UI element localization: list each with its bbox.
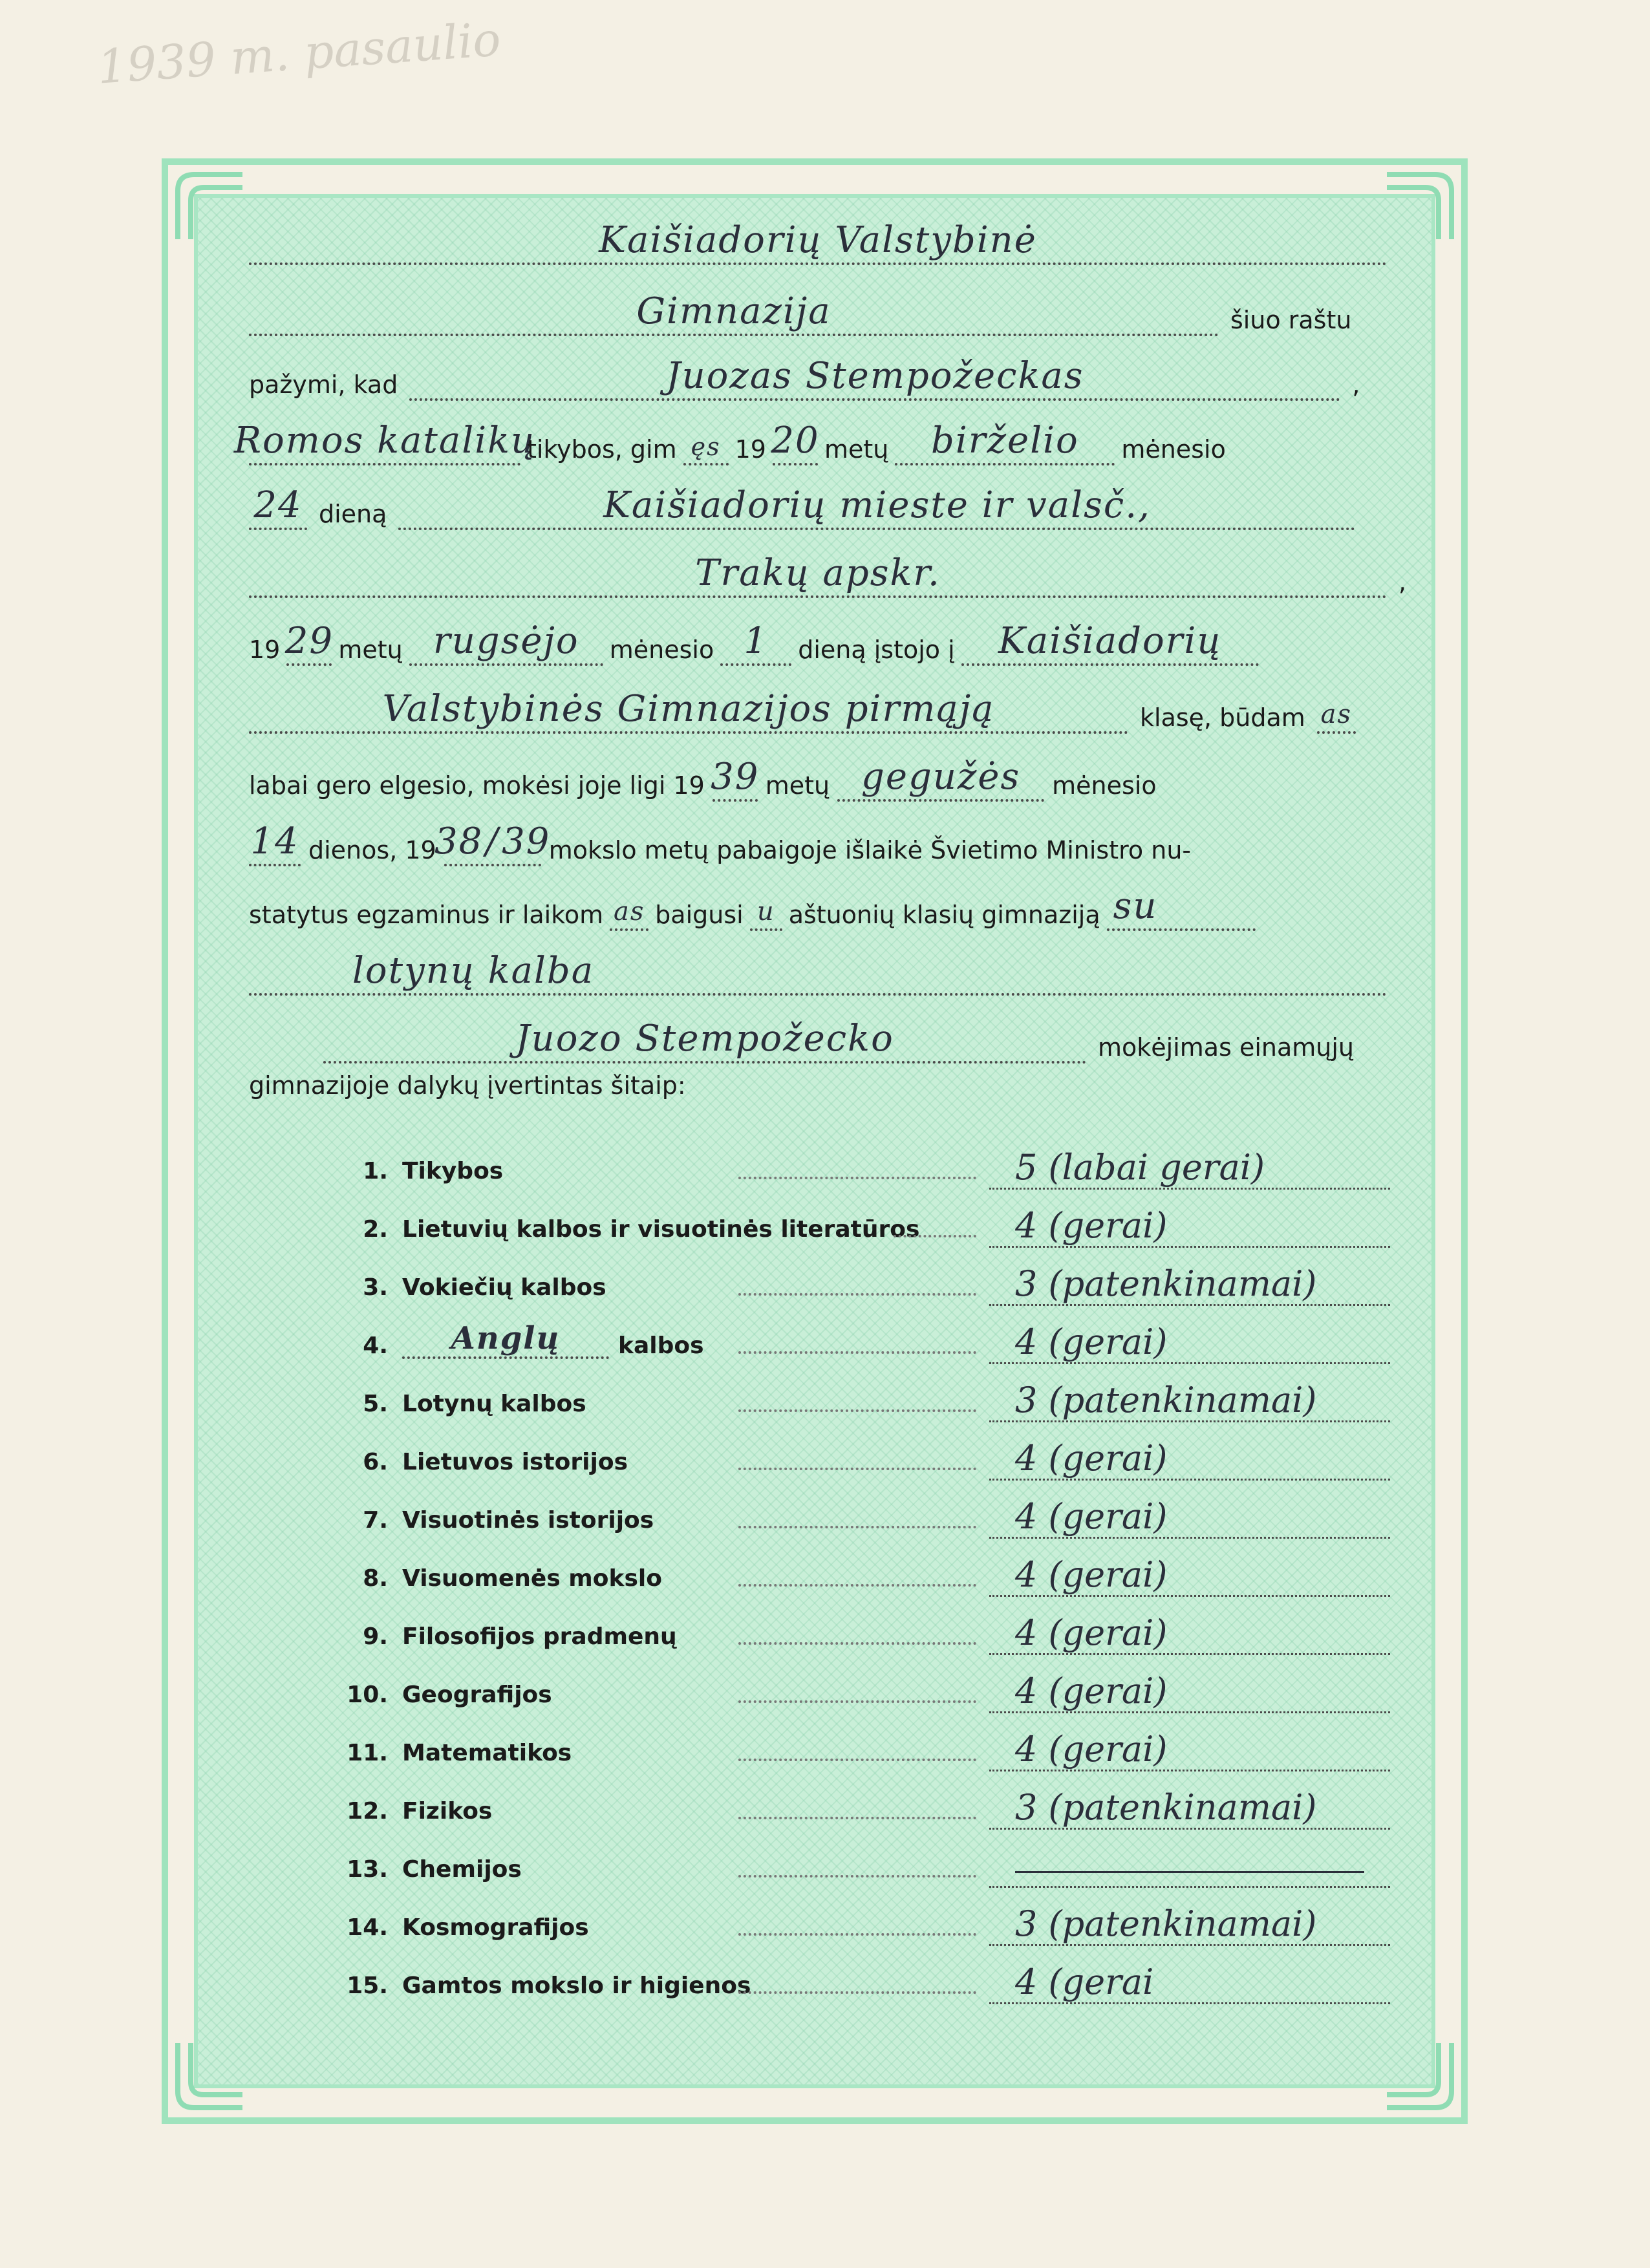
grade-value: 3 (patenkinamai) bbox=[989, 1256, 1390, 1306]
grade-row bbox=[343, 1545, 1390, 1597]
corner-ornament-icon bbox=[1384, 2040, 1455, 2111]
grade-value: 4 (gerai) bbox=[989, 1430, 1390, 1481]
label-siuo-rastu: šiuo raštu bbox=[1230, 306, 1352, 334]
grade-number: 12. bbox=[347, 1798, 388, 1824]
grade-row bbox=[343, 1312, 1390, 1364]
label-metu: metų bbox=[765, 771, 830, 800]
grade-value: 4 (gerai) bbox=[989, 1197, 1390, 1248]
student-name-line bbox=[249, 356, 1360, 401]
dotted-leader bbox=[738, 1584, 976, 1587]
graduation-line bbox=[249, 886, 1256, 931]
label-menesio: mėnesio bbox=[1052, 771, 1157, 800]
label-pazymi: pažymi, kad bbox=[249, 370, 398, 399]
grade-number: 10. bbox=[347, 1682, 388, 1708]
enroll-school-a: Kaišiadorių bbox=[961, 621, 1259, 666]
budamas-suffix: as bbox=[1317, 689, 1356, 734]
dotted-leader bbox=[738, 1642, 976, 1645]
label-gimnazija: aštuonių klasių gimnaziją bbox=[788, 901, 1100, 929]
student-name: Juozas Stempožeckas bbox=[409, 356, 1340, 401]
label-baigusi: baigusi bbox=[655, 901, 744, 929]
grade-row bbox=[343, 1196, 1390, 1248]
grade-row bbox=[343, 1836, 1390, 1888]
grade-row bbox=[343, 1487, 1390, 1539]
grade-number: 13. bbox=[347, 1856, 388, 1883]
school-year-sep: / bbox=[486, 820, 500, 862]
grade-row bbox=[343, 1662, 1390, 1713]
subject-name: Visuomenės mokslo bbox=[402, 1565, 662, 1592]
conduct-line bbox=[249, 756, 1157, 802]
grade-number: 3. bbox=[363, 1274, 388, 1301]
grade-number: 6. bbox=[363, 1449, 388, 1475]
label-mokejimas: mokėjimas einamųjų bbox=[1098, 1033, 1354, 1062]
leave-day: 14 bbox=[249, 821, 301, 866]
subject-suffix: kalbos bbox=[618, 1332, 704, 1359]
laikomas-suffix: as bbox=[610, 886, 648, 931]
grade-row bbox=[343, 1138, 1390, 1190]
dotted-leader bbox=[894, 1235, 976, 1237]
label-menesio: mėnesio bbox=[1121, 435, 1226, 464]
label-menesio: mėnesio bbox=[609, 636, 714, 664]
grade-value: 4 (gerai) bbox=[989, 1546, 1390, 1597]
subject-name: Kosmografijos bbox=[402, 1914, 589, 1941]
grade-number: 8. bbox=[363, 1565, 388, 1592]
grade-row bbox=[343, 1952, 1390, 2004]
dotted-leader bbox=[738, 1933, 976, 1936]
grade-number: 5. bbox=[363, 1391, 388, 1417]
dotted-leader bbox=[738, 1817, 976, 1819]
label-dienos: dienos, 19 bbox=[308, 836, 436, 864]
label-ivertintas: gimnazijoje dalykų įvertintas šitaip: bbox=[249, 1071, 686, 1100]
subject-name: Lietuvių kalbos ir visuotinės literatūros bbox=[402, 1216, 920, 1243]
leave-year: 39 bbox=[712, 756, 758, 802]
subject-name: Tikybos bbox=[402, 1158, 504, 1184]
religion: Romos katalikų bbox=[249, 420, 520, 465]
school-year-a: 38 bbox=[434, 820, 484, 862]
grade-number: 14. bbox=[347, 1914, 388, 1941]
label-klase: klasę, būdam bbox=[1140, 703, 1305, 732]
grade-value: 4 (gerai) bbox=[989, 1721, 1390, 1771]
birth-year: 20 bbox=[773, 420, 818, 465]
knowledge-line bbox=[323, 1018, 1354, 1064]
dotted-leader bbox=[738, 1700, 976, 1703]
label-exams: mokslo metų pabaigoje išlaikė Švietimo Ministro nu- bbox=[548, 836, 1192, 864]
subject-name: Lietuvos istorijos bbox=[402, 1449, 628, 1475]
enroll-day: 1 bbox=[720, 621, 791, 666]
grade-value: 4 (gerai) bbox=[989, 1663, 1390, 1713]
school-year-b: 39 bbox=[502, 820, 551, 862]
subject-name: Vokiečių kalbos bbox=[402, 1274, 606, 1301]
grade-value: 4 (gerai bbox=[989, 1954, 1390, 2004]
subject-handwritten: Anglų bbox=[402, 1320, 609, 1359]
baigusiu-suffix: u bbox=[750, 886, 782, 931]
subject-name: Chemijos bbox=[402, 1856, 522, 1883]
grade-row bbox=[343, 1371, 1390, 1422]
grade-number: 7. bbox=[363, 1507, 388, 1534]
school-line-1 bbox=[249, 220, 1387, 265]
district-line bbox=[249, 553, 1406, 598]
grade-value: 4 (gerai) bbox=[989, 1605, 1390, 1655]
subject-name bbox=[388, 1320, 738, 1364]
dotted-leader bbox=[738, 1875, 976, 1878]
exam-line bbox=[249, 821, 1191, 866]
school-year bbox=[434, 820, 551, 866]
grade-number: 11. bbox=[347, 1740, 388, 1766]
dotted-leader bbox=[738, 1293, 976, 1296]
birth-place: Kaišiadorių mieste ir valsč., bbox=[398, 485, 1355, 530]
dotted-leader bbox=[738, 1409, 976, 1412]
label-laikom: statytus egzaminus ir laikom bbox=[249, 901, 604, 929]
corner-ornament-icon bbox=[175, 171, 246, 242]
enrollment-line-2 bbox=[249, 689, 1356, 734]
school-name-part2: Gimnazija bbox=[249, 291, 1219, 336]
leave-month: gegužės bbox=[837, 756, 1044, 802]
subject-name: Geografijos bbox=[402, 1682, 552, 1708]
enrollment-line bbox=[249, 621, 1259, 666]
label-conduct: labai gero elgesio, mokėsi joje ligi bbox=[249, 771, 666, 800]
corner-ornament-icon bbox=[1384, 171, 1455, 242]
label-metu: metų bbox=[824, 435, 889, 464]
birth-month: birželio bbox=[895, 420, 1115, 465]
birth-line bbox=[233, 420, 1226, 465]
grade-number: 15. bbox=[347, 1973, 388, 1999]
label-metu: metų bbox=[338, 636, 403, 664]
grade-row bbox=[343, 1720, 1390, 1771]
student-genitive: Juozo Stempožecko bbox=[323, 1018, 1086, 1064]
grade-value: 3 (patenkinamai) bbox=[989, 1779, 1390, 1830]
gimes-suffix: ęs bbox=[683, 420, 729, 465]
subject-name: Gamtos mokslo ir higienos bbox=[402, 1973, 751, 1999]
school-line-2 bbox=[249, 291, 1351, 336]
enroll-school-b: Valstybinės Gimnazijos pirmąją bbox=[249, 689, 1128, 734]
grade-value bbox=[989, 1837, 1390, 1888]
grade-row bbox=[343, 1429, 1390, 1481]
with-word: su bbox=[1107, 886, 1256, 931]
birth-day: 24 bbox=[249, 485, 307, 530]
grade-number: 9. bbox=[363, 1623, 388, 1650]
language: lotynų kalba bbox=[249, 950, 1387, 996]
grade-number: 4. bbox=[363, 1332, 388, 1359]
subject-name: Filosofijos pradmenų bbox=[402, 1623, 677, 1650]
grade-value: 3 (patenkinamai) bbox=[989, 1372, 1390, 1422]
subject-name: Lotynų kalbos bbox=[402, 1391, 586, 1417]
comma: , bbox=[1398, 568, 1407, 596]
enroll-year: 29 bbox=[286, 621, 332, 666]
dotted-leader bbox=[738, 1991, 976, 1994]
grade-row bbox=[343, 1603, 1390, 1655]
dotted-leader bbox=[738, 1526, 976, 1528]
grade-value: 5 (labai gerai) bbox=[989, 1139, 1390, 1190]
dotted-leader bbox=[738, 1468, 976, 1470]
dotted-leader bbox=[738, 1759, 976, 1761]
dotted-leader bbox=[738, 1351, 976, 1354]
blank-dash bbox=[1015, 1871, 1364, 1873]
subject-name: Visuotinės istorijos bbox=[402, 1507, 654, 1534]
intro-grades-line bbox=[249, 1073, 686, 1102]
school-name-part1: Kaišiadorių Valstybinė bbox=[249, 220, 1387, 265]
grade-row bbox=[343, 1778, 1390, 1830]
label-tikybos: tikybos, gim bbox=[527, 435, 677, 464]
margin-note: 1939 m. pasaulio bbox=[95, 12, 503, 94]
enroll-year-prefix: 19 bbox=[249, 636, 281, 664]
corner-ornament-icon bbox=[175, 2040, 246, 2111]
grade-row bbox=[343, 1894, 1390, 1946]
comma: , bbox=[1352, 370, 1360, 399]
birth-year-prefix: 19 bbox=[734, 435, 766, 464]
enroll-month: rugsėjo bbox=[409, 621, 603, 666]
leave-year-prefix: 19 bbox=[673, 771, 705, 800]
birth-district: Trakų apskr. bbox=[249, 553, 1387, 598]
subject-name: Matematikos bbox=[402, 1740, 572, 1766]
grade-number: 1. bbox=[363, 1158, 388, 1184]
subject-name: Fizikos bbox=[402, 1798, 493, 1824]
grade-number: 2. bbox=[363, 1216, 388, 1243]
language-line bbox=[249, 950, 1387, 996]
grade-value: 4 (gerai) bbox=[989, 1488, 1390, 1539]
birth-place-line bbox=[249, 485, 1355, 530]
grade-value: 4 (gerai) bbox=[989, 1314, 1390, 1364]
label-diena: dieną bbox=[319, 500, 387, 528]
grade-value: 3 (patenkinamai) bbox=[989, 1896, 1390, 1946]
label-istojo: dieną įstojo į bbox=[798, 636, 955, 664]
dotted-leader bbox=[738, 1177, 976, 1179]
grade-row bbox=[343, 1254, 1390, 1306]
